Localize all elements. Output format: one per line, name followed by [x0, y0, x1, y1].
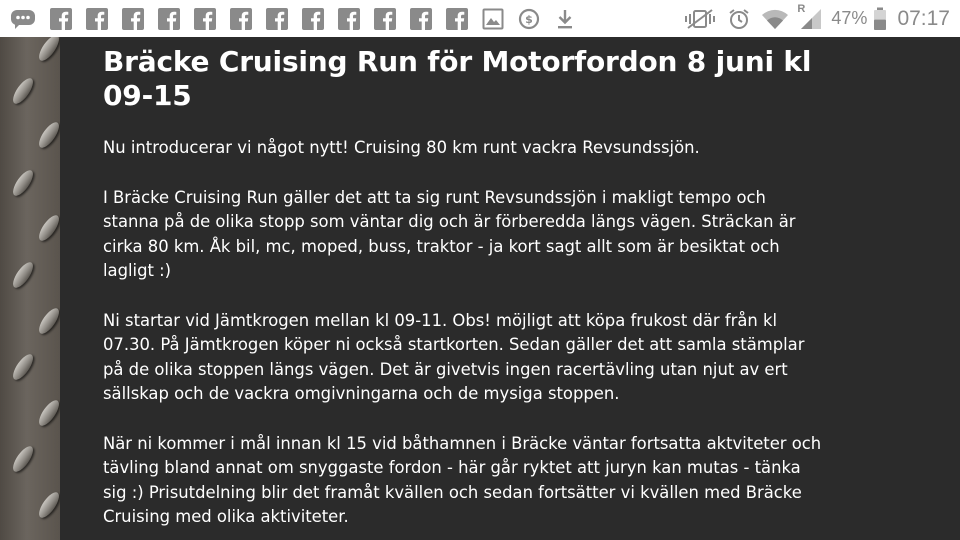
article-paragraph: I Bräcke Cruising Run gäller det att ta sig runt Revsundssjön i makligt tempo och stanna på de olika stopp som väntar dig och är förberedda längs vägen. Sträckan är cirka 80 km. Åk bil, mc, moped, buss, traktor - ja kort sagt allt som är besiktat och lagligt :): [103, 187, 796, 280]
article-paragraph: Ni startar vid Jämtkrogen mellan kl 09-11. Obs! möjligt att köpa frukost där från kl 07.30. På Jämtkrogen köper ni också startkorten. Sedan gäller det att samla stämplar på de olika stoppen längs vägen. Det är givetvis ingen racertävling utan njut av ert sällskap och de vackra omgivningarna och de mysiga stoppen.: [103, 310, 805, 403]
facebook-icon: [446, 8, 468, 30]
tread-pattern: [35, 305, 60, 336]
image-icon: [482, 8, 504, 30]
roaming-label: R: [797, 2, 806, 15]
tread-pattern: [35, 212, 60, 243]
chat-bubble-icon: [10, 9, 36, 29]
facebook-icon: [302, 8, 324, 30]
facebook-icon: [122, 8, 144, 30]
signal-icon: [797, 2, 823, 31]
diamond-plate-background: [0, 37, 60, 540]
notification-icons: [10, 8, 590, 30]
facebook-icon: [410, 8, 432, 30]
facebook-icon: [374, 8, 396, 30]
facebook-icon: [338, 8, 360, 30]
facebook-icon: [158, 8, 180, 30]
svg-text:$: $: [525, 12, 533, 26]
download-icon: [554, 8, 576, 30]
facebook-icon: [194, 8, 216, 30]
wifi-icon: [761, 7, 789, 31]
article-paragraph: När ni kommer i mål innan kl 15 vid båthamnen i Bräcke väntar fortsatta aktviteter och tävling bland annat om snyggaste fordon - här går ryktet att juryn kan mutas - tänka sig :) Prisutdelning blir det framåt kvällen och sedan fortsätter vi kvällen med Bräcke Cruising med olika aktiviteter.: [103, 433, 822, 526]
article-title: Bräcke Cruising Run för Motorfordon 8 juni kl 09-15: [103, 45, 812, 112]
battery-percent: 47%: [831, 8, 868, 28]
facebook-icon: [86, 8, 108, 30]
alarm-icon: [727, 7, 751, 31]
article: [103, 37, 848, 530]
battery-icon: [873, 7, 887, 31]
clock: 07:17: [897, 6, 950, 30]
tread-pattern: [9, 443, 36, 474]
facebook-icon: [50, 8, 72, 30]
system-icons: [683, 2, 950, 31]
tread-pattern: [35, 37, 60, 64]
tread-pattern: [9, 167, 36, 198]
data-saver-icon: [518, 8, 540, 30]
tread-pattern: [9, 351, 36, 382]
facebook-icon: [230, 8, 252, 30]
tread-pattern: [9, 259, 36, 290]
article-paragraph: Nu introducerar vi något nytt! Cruising 80 km runt vackra Revsundssjön.: [103, 138, 700, 157]
tread-pattern: [35, 397, 60, 428]
tread-pattern: [9, 75, 36, 106]
tread-pattern: [35, 489, 60, 520]
status-bar: [0, 0, 960, 37]
tread-pattern: [35, 119, 60, 150]
facebook-icon: [266, 8, 288, 30]
vibrate-icon: [683, 8, 717, 30]
